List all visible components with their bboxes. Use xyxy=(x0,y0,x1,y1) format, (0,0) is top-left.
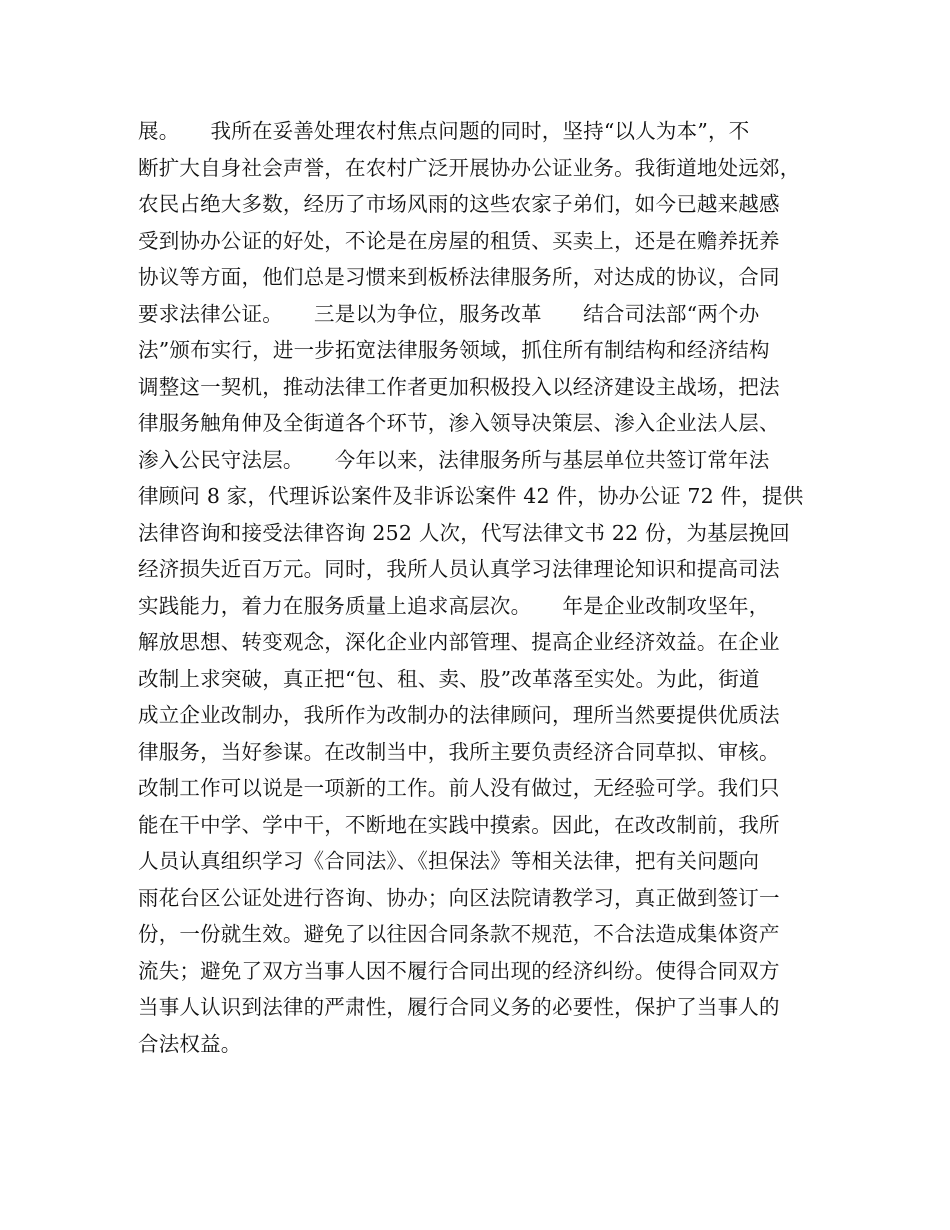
text-line: 律服务，当好参谋。在改制当中，我所主要负责经济合同草拟、审核。 xyxy=(138,739,780,764)
text-line: 份，一份就生效。避免了以往因合同条款不规范，不合法造成集体资产 xyxy=(138,922,780,946)
text-line: 经济损失近百万元。同时，我所人员认真学习法律理论知识和提高司法 xyxy=(138,557,780,581)
text-line: 法律咨询和接受法律咨询 252 人次，代写法律文书 22 份，为基层挽回 xyxy=(138,520,790,545)
text-line: 法”颁布实行，进一步拓宽法律服务领域，抓住所有制结构和经济结构 xyxy=(138,338,770,362)
text-line: 调整这一契机，推动法律工作者更加积极投入以经济建设主战场，把法 xyxy=(138,374,780,399)
text-line: 当事人认识到法律的严肃性，履行合同义务的必要性，保护了当事人的 xyxy=(138,995,780,1019)
text-line: 合法权益。 xyxy=(138,1031,242,1056)
text-line: 要求法律公证。 三是以为争位，服务改革 结合司法部“两个办 xyxy=(138,301,760,326)
text-line: 改制上求突破，真正把“包、租、卖、股”改革落至实处。为此，街道 xyxy=(138,666,760,691)
text-line: 断扩大自身社会声誉，在农村广泛开展协办公证业务。我街道地处远郊， xyxy=(138,155,801,180)
text-line: 成立企业改制办，我所作为改制办的法律顾问，理所当然要提供优质法 xyxy=(138,703,780,727)
text-line: 协议等方面，他们总是习惯来到板桥法律服务所，对达成的协议，合同 xyxy=(138,265,780,289)
text-line: 改制工作可以说是一项新的工作。前人没有做过，无经验可学。我们只 xyxy=(138,776,780,800)
text-line: 实践能力，着力在服务质量上追求高层次。 年是企业改制攻坚年， xyxy=(138,593,770,618)
text-line: 律服务触角伸及全街道各个环节，渗入领导决策层、渗入企业法人层、 xyxy=(138,411,780,435)
text-line: 流失；避免了双方当事人因不履行合同出现的经济纠纷。使得合同双方 xyxy=(138,958,780,983)
text-line: 展。 我所在妥善处理农村焦点问题的同时，坚持“以人为本”，不 xyxy=(138,119,750,143)
text-line: 律顾问 8 家，代理诉讼案件及非诉讼案件 42 件，协办公证 72 件，提供 xyxy=(138,484,804,508)
body-text xyxy=(138,113,828,1062)
text-line: 人员认真组织学习《合同法》、《担保法》等相关法律，把有关问题向 xyxy=(138,849,760,873)
text-line: 渗入公民守法层。 今年以来，法律服务所与基层单位共签订常年法 xyxy=(138,447,770,472)
text-line: 受到协办公证的好处，不论是在房屋的租赁、买卖上，还是在赡养抚养 xyxy=(138,228,780,253)
text-line: 农民占绝大多数，经历了市场风雨的这些农家子弟们，如今已越来越感 xyxy=(138,192,780,216)
text-line: 能在干中学、学中干，不断地在实践中摸索。因此，在改改制前，我所 xyxy=(138,812,780,837)
text-line: 雨花台区公证处进行咨询、协办；向区法院请教学习，真正做到签订一 xyxy=(138,885,780,910)
text-line: 解放思想、转变观念，深化企业内部管理、提高企业经济效益。在企业 xyxy=(138,630,780,654)
